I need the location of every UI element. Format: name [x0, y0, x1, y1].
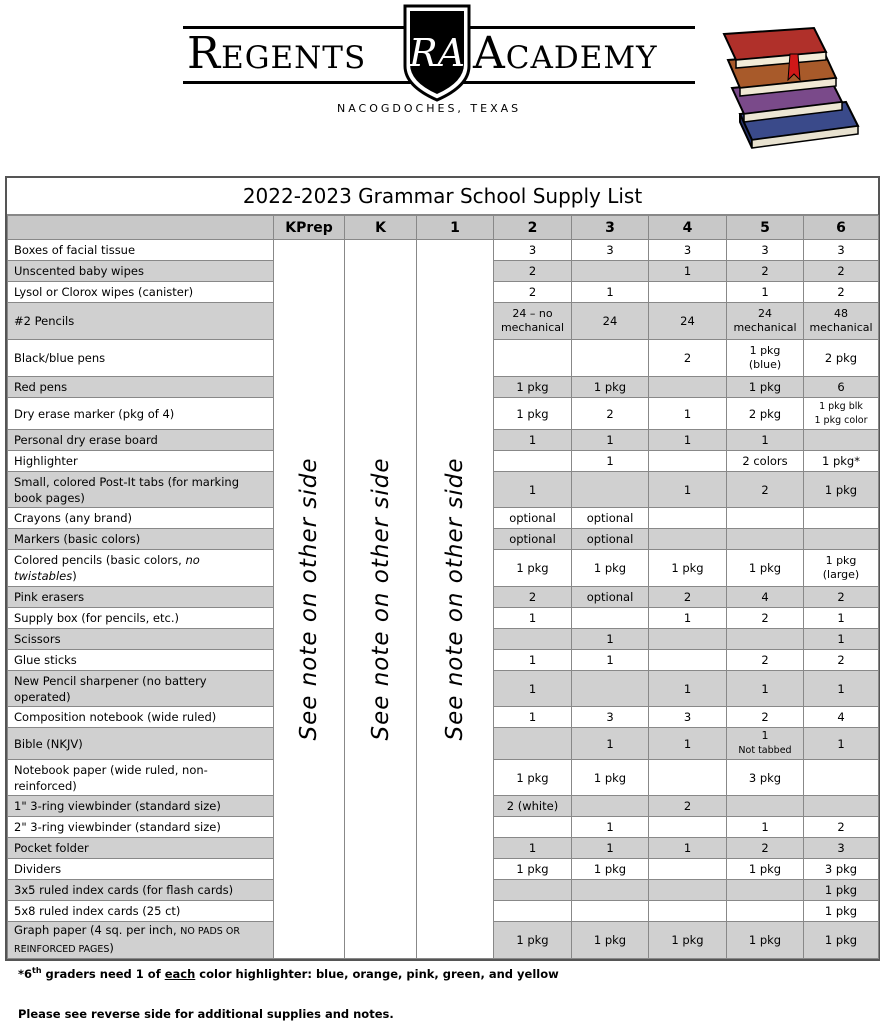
grade4-cell: 1 pkg [649, 550, 727, 587]
grade6-cell [804, 529, 879, 550]
logo-location: NACOGDOCHES, TEXAS [337, 102, 522, 115]
grade6-cell [804, 550, 879, 587]
grade3-cell [572, 261, 649, 282]
grade4-cell: 1 [649, 472, 727, 508]
footnote-prefix: *6 [18, 966, 33, 981]
kprep-vertical-note: See note on other side [296, 457, 322, 741]
item-label: 1" 3-ring viewbinder (standard size) [8, 796, 274, 817]
column-header-4: 4 [649, 216, 727, 240]
grade3-cell: 1 pkg [572, 859, 649, 880]
grade3-cell [572, 472, 649, 508]
grade2-cell: 1 [494, 650, 572, 671]
grade3-cell: 1 pkg [572, 760, 649, 796]
item-label: Supply box (for pencils, etc.) [8, 608, 274, 629]
grade6-cell: 1 [804, 629, 879, 650]
grade3-cell: 1 pkg [572, 550, 649, 587]
grade3-cell: 1 [572, 430, 649, 451]
grade5-cell [727, 508, 804, 529]
grade2-cell: 2 [494, 261, 572, 282]
item-label [8, 922, 274, 959]
item-line-1: New Pencil sharpener (no battery [14, 673, 207, 688]
grade4-cell: 3 [649, 707, 727, 728]
footnote-mid: graders need 1 of [41, 966, 165, 981]
grade3-cell [572, 671, 649, 707]
item-label: #2 Pencils [8, 303, 274, 340]
grade4-cell: 1 [649, 728, 727, 760]
grade6-cell [804, 303, 879, 340]
grade5-cell [727, 728, 804, 760]
grade5-line-1: 1 pkg [749, 344, 781, 357]
grade6-cell: 1 pkg [804, 880, 879, 901]
grade6-cell [804, 796, 879, 817]
grade2-cell: 1 [494, 707, 572, 728]
logo-monogram: RA [408, 31, 466, 75]
k-note-cell [345, 240, 417, 959]
grade5-cell [727, 340, 804, 377]
grade5-cell: 1 [727, 671, 804, 707]
column-header-2: 2 [494, 216, 572, 240]
grade5-line-2: Not tabbed [738, 745, 792, 756]
grade6-line-2: mechanical [809, 321, 873, 334]
item-label: Bible (NKJV) [8, 728, 274, 760]
grade6-cell: 1 pkg [804, 922, 879, 959]
page-header [0, 0, 887, 170]
grade2-cell [494, 728, 572, 760]
item-label: Crayons (any brand) [8, 508, 274, 529]
grade2-cell: 1 pkg [494, 377, 572, 398]
grade3-cell: 2 [572, 398, 649, 430]
grade3-cell [572, 880, 649, 901]
grade6-cell: 6 [804, 377, 879, 398]
grade3-cell: 1 [572, 282, 649, 303]
table-row [8, 240, 879, 261]
grade4-cell [649, 859, 727, 880]
grade5-cell [727, 880, 804, 901]
grade4-cell [649, 629, 727, 650]
grade6-cell: 2 [804, 817, 879, 838]
grade2-cell [494, 817, 572, 838]
item-line-1-caps: NO PADS OR [180, 926, 240, 937]
grade2-line-2: mechanical [500, 321, 565, 334]
grade6-line-1: 48 [834, 307, 848, 320]
grade2-cell: 1 [494, 671, 572, 707]
grade2-cell [494, 901, 572, 922]
grade3-cell: 1 [572, 728, 649, 760]
grade6-cell: 1 pkg [804, 472, 879, 508]
grade4-cell [649, 650, 727, 671]
grade6-line-2: (large) [822, 568, 860, 581]
item-label [8, 671, 274, 707]
grade2-cell: 1 [494, 472, 572, 508]
grade3-cell: 1 [572, 838, 649, 859]
supply-list-table [7, 215, 879, 959]
item-label: Boxes of facial tissue [8, 240, 274, 261]
item-label: Scissors [8, 629, 274, 650]
item-label: Lysol or Clorox wipes (canister) [8, 282, 274, 303]
grade4-cell [649, 817, 727, 838]
grade4-cell [649, 760, 727, 796]
item-line-2: twistables [14, 569, 73, 583]
grade5-cell: 1 pkg [727, 859, 804, 880]
grade4-cell: 2 [649, 340, 727, 377]
grade6-cell: 3 [804, 240, 879, 261]
grade5-cell: 1 [727, 430, 804, 451]
grade2-cell: 1 pkg [494, 550, 572, 587]
kprep-note-cell [274, 240, 345, 959]
grade6-cell: 2 pkg [804, 340, 879, 377]
grade5-cell: 2 [727, 838, 804, 859]
grade5-cell: 1 [727, 282, 804, 303]
grade2-cell: 2 [494, 587, 572, 608]
grade5-cell [727, 796, 804, 817]
grade2-cell: 1 [494, 430, 572, 451]
grade5-cell: 1 [727, 817, 804, 838]
grade3-cell: optional [572, 508, 649, 529]
item-line-2: operated) [14, 689, 71, 704]
grade6-cell: 2 [804, 282, 879, 303]
grade5-line-2: mechanical [733, 321, 797, 334]
item-line-1: Graph paper (4 sq. per inch, [14, 923, 181, 937]
grade2-cell: optional [494, 529, 572, 550]
grade5-line-1: 24 [758, 307, 772, 320]
table-title: 2022-2023 Grammar School Supply List [7, 178, 878, 215]
grade2-cell [494, 303, 572, 340]
grade5-cell: 3 [727, 240, 804, 261]
grade6-cell: 3 [804, 838, 879, 859]
item-label: Glue sticks [8, 650, 274, 671]
item-label: Pocket folder [8, 838, 274, 859]
item-label: Highlighter [8, 451, 274, 472]
item-line-1: Notebook paper (wide ruled, non- [14, 762, 208, 777]
grade4-cell: 1 [649, 838, 727, 859]
grade3-cell: 1 [572, 629, 649, 650]
grade2-cell: 3 [494, 240, 572, 261]
grade5-cell: 1 pkg [727, 377, 804, 398]
grade2-cell: 1 pkg [494, 922, 572, 959]
column-header-3: 3 [572, 216, 649, 240]
grade5-cell [727, 629, 804, 650]
grade2-cell: 1 [494, 608, 572, 629]
grade1-vertical-note: See note on other side [442, 457, 468, 741]
grade4-cell: 1 pkg [649, 922, 727, 959]
item-line-2: reinforced) [14, 778, 77, 793]
column-header-item [8, 216, 274, 240]
item-line-2-caps: REINFORCED PAGES [14, 944, 110, 955]
grade6-cell: 4 [804, 707, 879, 728]
grade2-cell: 1 pkg [494, 859, 572, 880]
grade6-cell [804, 508, 879, 529]
grade5-line-2: (blue) [748, 358, 782, 371]
grade5-cell: 4 [727, 587, 804, 608]
grade3-cell: optional [572, 587, 649, 608]
grade6-cell: 2 [804, 650, 879, 671]
grade4-cell: 1 [649, 671, 727, 707]
grade2-cell: 1 pkg [494, 398, 572, 430]
grade5-cell [727, 529, 804, 550]
grade4-cell: 2 [649, 796, 727, 817]
column-header-kprep: KPrep [274, 216, 345, 240]
grade4-cell: 2 [649, 587, 727, 608]
shield-monogram-icon [401, 4, 473, 102]
grade2-cell: 2 [494, 282, 572, 303]
grade4-cell [649, 282, 727, 303]
grade6-cell [804, 760, 879, 796]
grade3-cell: optional [572, 529, 649, 550]
column-header-row [8, 216, 879, 240]
footnote-sup: th [32, 966, 42, 975]
grade3-cell: 1 [572, 451, 649, 472]
grade3-cell: 1 pkg [572, 377, 649, 398]
item-label: Dry erase marker (pkg of 4) [8, 398, 274, 430]
grade4-cell [649, 880, 727, 901]
column-header-1: 1 [417, 216, 494, 240]
grade6-cell: 1 [804, 608, 879, 629]
grade5-cell: 2 [727, 261, 804, 282]
grade5-cell: 2 pkg [727, 398, 804, 430]
regents-academy-logo [183, 4, 695, 134]
grade5-cell: 1 pkg [727, 922, 804, 959]
grade4-cell: 3 [649, 240, 727, 261]
grade2-cell: optional [494, 508, 572, 529]
item-label: Dividers [8, 859, 274, 880]
grade4-cell [649, 529, 727, 550]
item-line-1: Colored pencils (basic colors, [14, 553, 186, 567]
item-label: Black/blue pens [8, 340, 274, 377]
grade3-cell [572, 340, 649, 377]
grade6-cell: 1 [804, 671, 879, 707]
grade6-cell [804, 398, 879, 430]
grade3-cell [572, 796, 649, 817]
item-label: Composition notebook (wide ruled) [8, 707, 274, 728]
grade3-cell: 1 pkg [572, 922, 649, 959]
column-header-k: K [345, 216, 417, 240]
grade5-line-1: 1 [761, 729, 769, 742]
grade2-cell [494, 880, 572, 901]
stack-of-books-icon [718, 22, 863, 150]
grade6-line-1: 1 pkg [825, 554, 857, 567]
grade4-cell: 24 [649, 303, 727, 340]
supply-list-table-frame [5, 176, 880, 961]
grade6-cell: 2 [804, 261, 879, 282]
item-label: Pink erasers [8, 587, 274, 608]
footnote-emphasis: each [164, 966, 196, 981]
item-label: Personal dry erase board [8, 430, 274, 451]
item-label: 2" 3-ring viewbinder (standard size) [8, 817, 274, 838]
grade6-cell: 1 pkg [804, 901, 879, 922]
grade2-cell: 2 (white) [494, 796, 572, 817]
grade6-line-1: 1 pkg blk [819, 400, 863, 412]
column-header-5: 5 [727, 216, 804, 240]
grade4-cell [649, 901, 727, 922]
item-label: 5x8 ruled index cards (25 ct) [8, 901, 274, 922]
grade5-cell: 2 colors [727, 451, 804, 472]
grade2-cell [494, 340, 572, 377]
grade3-cell: 3 [572, 707, 649, 728]
item-label: Red pens [8, 377, 274, 398]
grade3-cell [572, 608, 649, 629]
grade2-cell [494, 451, 572, 472]
grade6-cell: 3 pkg [804, 859, 879, 880]
item-label: Unscented baby wipes [8, 261, 274, 282]
grade5-cell: 3 pkg [727, 760, 804, 796]
grade6-cell: 1 [804, 728, 879, 760]
grade6-line-2: 1 pkg color [814, 414, 868, 426]
item-label: 3x5 ruled index cards (for flash cards) [8, 880, 274, 901]
grade3-cell: 3 [572, 240, 649, 261]
reverse-side-note: Please see reverse side for additional supplies and notes. [18, 1007, 394, 1021]
item-label [8, 550, 274, 587]
item-label [8, 472, 274, 508]
grade5-cell [727, 901, 804, 922]
grade4-cell [649, 451, 727, 472]
grade5-cell: 2 [727, 472, 804, 508]
logo-word-right: Academy [473, 28, 658, 79]
grade4-cell [649, 377, 727, 398]
grade5-cell [727, 303, 804, 340]
grade4-cell: 1 [649, 608, 727, 629]
grade5-cell: 2 [727, 650, 804, 671]
grade6-cell [804, 430, 879, 451]
item-emphasis: no [185, 553, 200, 567]
grade4-cell: 1 [649, 430, 727, 451]
item-label [8, 760, 274, 796]
item-label: Markers (basic colors) [8, 529, 274, 550]
grade6-cell: 1 pkg* [804, 451, 879, 472]
grade2-cell: 1 [494, 838, 572, 859]
grade6-cell: 2 [804, 587, 879, 608]
item-line-1: Small, colored Post-It tabs (for marking [14, 474, 239, 489]
grade2-line-1: 24 – no [512, 307, 553, 320]
grade4-cell: 1 [649, 398, 727, 430]
grade5-cell: 2 [727, 707, 804, 728]
item-line-2: book pages) [14, 490, 85, 505]
grade3-cell: 1 [572, 817, 649, 838]
footnote-suffix: color highlighter: blue, orange, pink, green, and yellow [195, 966, 559, 981]
item-line-2-end: ) [109, 941, 114, 955]
grade5-cell: 2 [727, 608, 804, 629]
column-header-6: 6 [804, 216, 879, 240]
grade2-cell [494, 629, 572, 650]
grade5-cell: 1 pkg [727, 550, 804, 587]
grade2-cell: 1 pkg [494, 760, 572, 796]
grade4-cell [649, 508, 727, 529]
k-vertical-note: See note on other side [367, 457, 394, 741]
item-line-2-end: ) [72, 569, 77, 583]
grade4-cell: 1 [649, 261, 727, 282]
grade3-cell [572, 901, 649, 922]
grade3-cell: 1 [572, 650, 649, 671]
highlighter-footnote [18, 966, 559, 981]
logo-word-left: Regents [187, 28, 367, 79]
grade1-note-cell [417, 240, 494, 959]
grade3-cell: 24 [572, 303, 649, 340]
